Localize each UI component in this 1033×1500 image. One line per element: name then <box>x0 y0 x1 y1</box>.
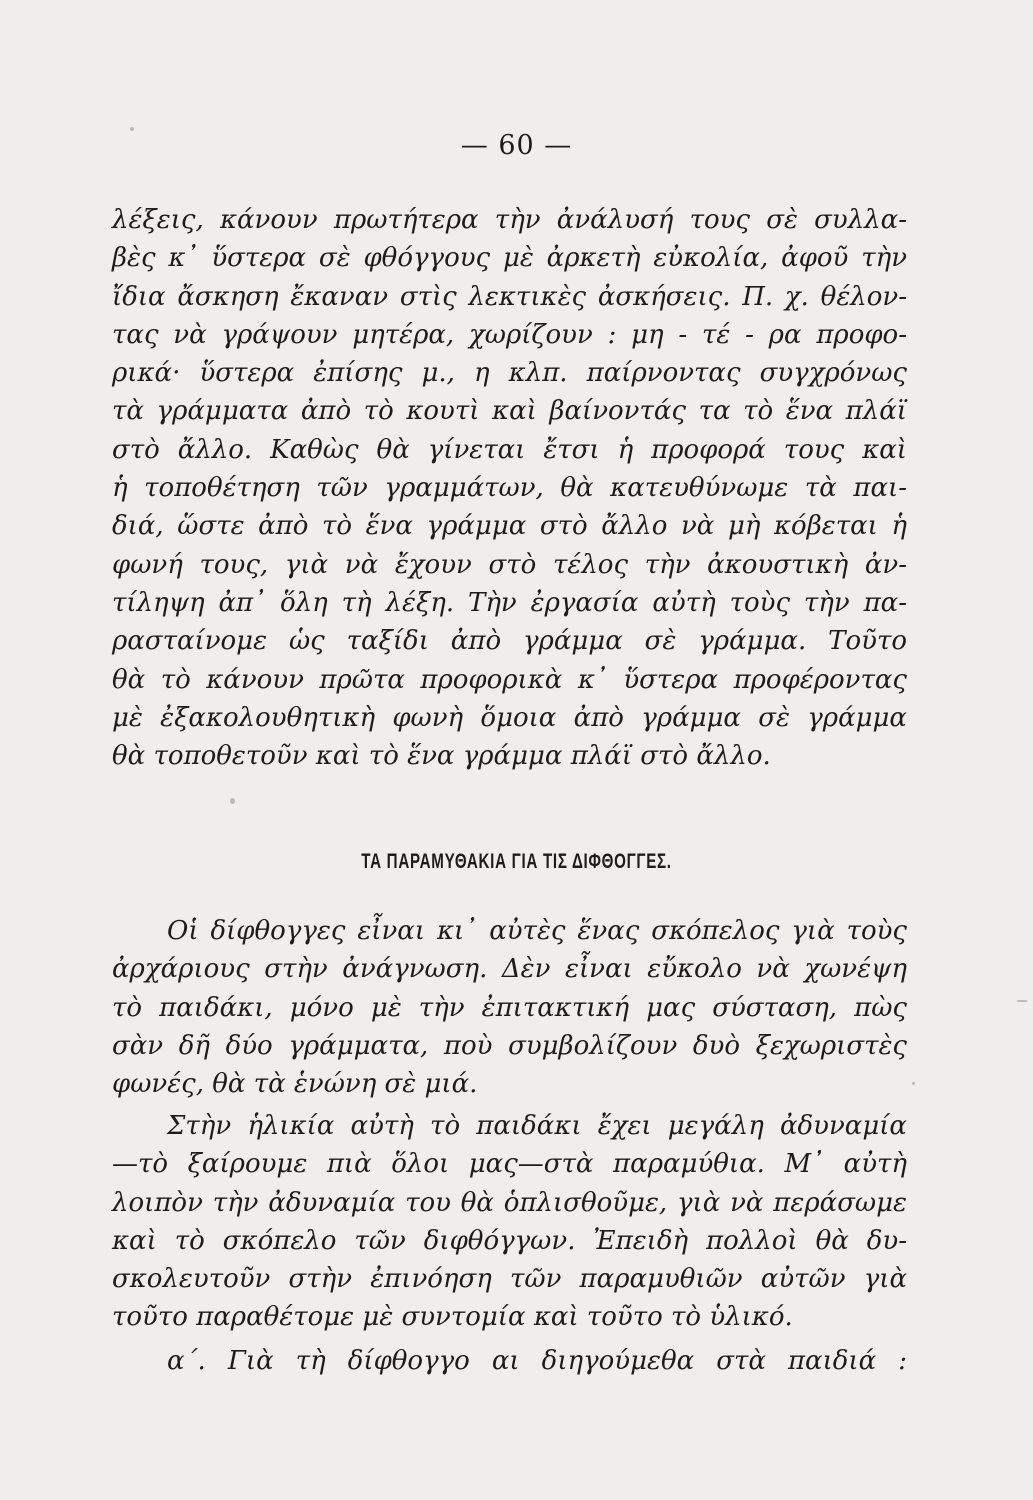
text-line: ρασταίνομε ὡς ταξίδι ἀπὸ γράμμα σὲ γράμμα. Τοῦτο <box>112 626 907 657</box>
section-heading: ΤΑ ΠΑΡΑΜΥΘΑΚΙΑ ΓΙΑ ΤΙΣ ΔΙΦΘΟΓΓΕΣ. <box>361 850 672 873</box>
text-line: μὲ ἐξακολουθητικὴ φωνὴ ὅμοια ἀπὸ γράμμα σὲ γράμμα <box>112 702 907 733</box>
text-line: φωνές, θὰ τὰ ἑνώνη σὲ μιά. <box>112 1069 478 1100</box>
text-line: τας νὰ γράψουν μητέρα, χωρίζουν : μη - τέ - ρα προφο- <box>112 319 907 350</box>
page-number: — 60 — <box>460 130 573 161</box>
scan-speck <box>912 1082 915 1085</box>
paragraph-2 <box>112 912 907 1103</box>
text-line: βὲς κ᾽ ὕστερα σὲ φθόγγους μὲ ἀρκετὴ εὐκολία, ἀφοῦ τὴν <box>112 243 907 274</box>
text-line: σὰν δῆ δύο γράμματα, ποὺ συμβολίζουν δυὸ ξεχωριστὲς <box>112 1030 907 1061</box>
text-line: διά, ὥστε ἀπὸ τὸ ἕνα γράμμα στὸ ἄλλο νὰ μὴ κόβεται ἡ <box>112 511 907 542</box>
text-line: φωνή τους, γιὰ νὰ ἔχουν στὸ τέλος τὴν ἀκουστικὴ ἀν- <box>112 549 907 580</box>
text-line: —τὸ ξαίρουμε πιὰ ὅλοι μας—στὰ παραμύθια. Μ᾽ αὐτὴ <box>112 1149 907 1180</box>
text-line: καὶ τὸ σκόπελο τῶν διφθόγγων. Ἐπειδὴ πολλοὶ θὰ δυ- <box>112 1225 907 1256</box>
text-line: τίληψη ἀπ᾽ ὅλη τὴ λέξη. Τὴν ἐργασία αὐτὴ τοὺς τὴν πα- <box>112 587 907 618</box>
text-line: τοῦτο παραθέτομε μὲ συντομία καὶ τοῦτο τὸ ὑλικό. <box>112 1302 793 1333</box>
text-line: λοιπὸν τὴν ἀδυναμία του θὰ ὁπλισθοῦμε, γιὰ νὰ περάσωμε <box>112 1187 907 1218</box>
text-line: σκολευτοῦν στὴν ἐπινόηση τῶν παραμυθιῶν αὐτῶν γιὰ <box>112 1264 907 1295</box>
text-line: Οἱ δίφθογγες εἶναι κι᾽ αὐτὲς ἕνας σκόπελος γιὰ τοὺς <box>167 916 907 946</box>
text-line: ἀρχάριους στὴν ἀνάγνωση. Δὲν εἶναι εὔκολο νὰ χωνέψη <box>112 954 907 985</box>
scan-speck <box>1016 1000 1028 1002</box>
paragraph-1 <box>112 201 907 775</box>
text-line: Στὴν ἡλικία αὐτὴ τὸ παιδάκι ἔχει μεγάλη ἀδυναμία <box>167 1111 907 1141</box>
paragraph-4 <box>112 1342 907 1380</box>
text-line: τὰ γράμματα ἀπὸ τὸ κουτὶ καὶ βαίνοντάς τα τὸ ἕνα πλάϊ <box>112 396 907 427</box>
text-line: α΄. Γιὰ τὴ δίφθογγο αι διηγούμεθα στὰ παιδιά : <box>167 1346 907 1376</box>
text-line: τὸ παιδάκι, μόνο μὲ τὴν ἐπιτακτική μας σύσταση, πὼς <box>112 992 907 1023</box>
text-line: στὸ ἄλλο. Καθὼς θὰ γίνεται ἔτσι ἡ προφορά τους καὶ <box>112 434 907 465</box>
text-line: ἴδια ἄσκηση ἔκαναν στὶς λεκτικὲς ἀσκήσεις. Π. χ. θέλον- <box>112 281 907 312</box>
scan-speck <box>130 127 134 131</box>
text-line: θὰ τοποθετοῦν καὶ τὸ ἕνα γράμμα πλάϊ στὸ ἄλλο. <box>112 741 771 772</box>
text-line: ἡ τοποθέτηση τῶν γραμμάτων, θὰ κατευθύνωμε τὰ παι- <box>112 473 907 504</box>
text-line: λέξεις, κάνουν πρωτήτερα τὴν ἀνάλυσή τους σὲ συλλα- <box>112 205 907 235</box>
scan-speck <box>230 798 235 804</box>
paragraph-3 <box>112 1107 907 1337</box>
text-line: ρικά· ὕστερα ἐπίσης μ., η κλπ. παίρνοντας συγχρόνως <box>112 358 907 389</box>
text-line: θὰ τὸ κάνουν πρῶτα προφορικὰ κ᾽ ὕστερα προφέροντας <box>112 664 907 695</box>
